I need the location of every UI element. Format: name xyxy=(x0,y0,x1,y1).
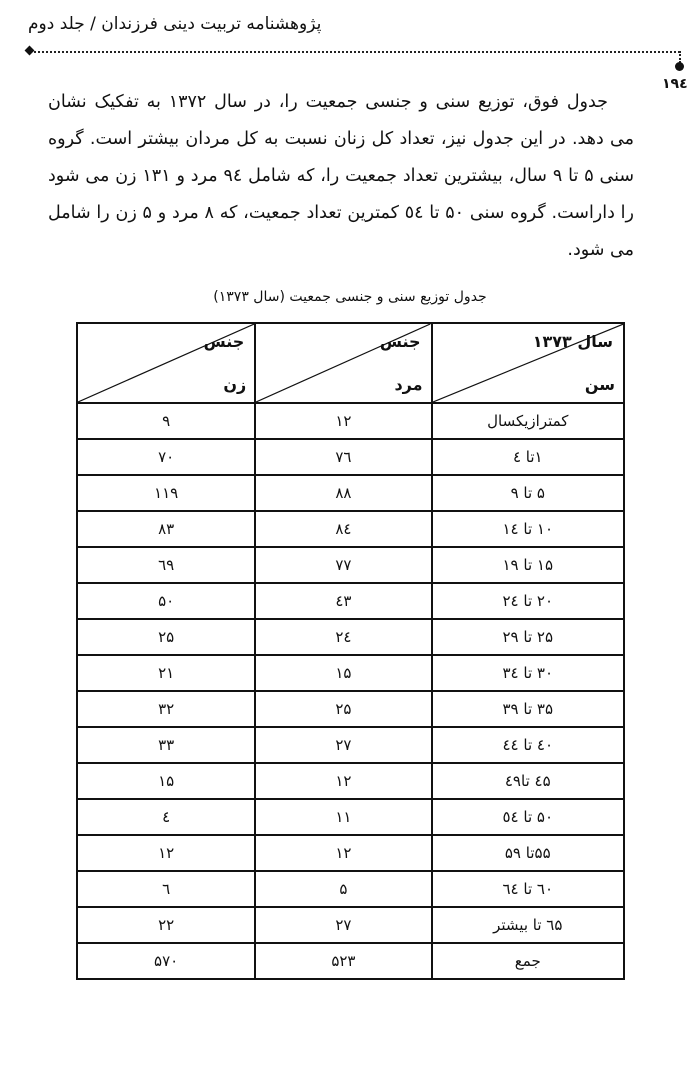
female-count-cell: ۹ xyxy=(77,403,255,439)
table-row xyxy=(77,583,624,619)
table-row xyxy=(77,511,624,547)
body-text xyxy=(48,84,634,269)
male-count-cell: ۵ xyxy=(255,871,431,907)
table-row xyxy=(77,799,624,835)
table-row xyxy=(77,547,624,583)
table-row xyxy=(77,835,624,871)
table-caption: جدول توزیع سنی و جنسی جمعیت (سال ۱۳۷۳) xyxy=(213,289,487,305)
male-count-cell: ۲۵ xyxy=(255,691,431,727)
header-male-top: جنس xyxy=(379,332,421,351)
header-cell-male xyxy=(255,323,431,403)
female-count-cell: ۲۵ xyxy=(77,619,255,655)
rule-dot-ornament xyxy=(675,62,684,71)
male-count-cell: ۸۸ xyxy=(255,475,431,511)
female-count-cell: ۲۱ xyxy=(77,655,255,691)
header-age-top: سال ۱۳۷۳ xyxy=(532,332,613,351)
age-cell: ۱۵ تا ۱۹ xyxy=(432,547,624,583)
header-cell-female xyxy=(77,323,255,403)
age-cell: ۱۰ تا ۱٤ xyxy=(432,511,624,547)
header-male-bottom: مرد xyxy=(394,375,423,394)
age-cell: ۲۰ تا ۲٤ xyxy=(432,583,624,619)
age-cell: ۵۵تا ۵۹ xyxy=(432,835,624,871)
population-table xyxy=(76,322,625,980)
female-count-cell: ۳۳ xyxy=(77,727,255,763)
female-count-cell: ۲۲ xyxy=(77,907,255,943)
male-count-cell: ۱۲ xyxy=(255,835,431,871)
age-cell: ٦۰ تا ٦٤ xyxy=(432,871,624,907)
female-count-cell: ۵۷۰ xyxy=(77,943,255,979)
table-header-row xyxy=(77,323,624,403)
table-total-row xyxy=(77,943,624,979)
header-female-bottom: زن xyxy=(223,375,247,394)
female-count-cell: ٤ xyxy=(77,799,255,835)
male-count-cell: ۷٦ xyxy=(255,439,431,475)
age-cell: ٤۰ تا ٤٤ xyxy=(432,727,624,763)
age-cell: ۵ تا ۹ xyxy=(432,475,624,511)
age-cell: ۲۵ تا ۲۹ xyxy=(432,619,624,655)
age-cell: ۳۵ تا ۳۹ xyxy=(432,691,624,727)
header-female-top: جنس xyxy=(203,332,245,351)
female-count-cell: ۱۲ xyxy=(77,835,255,871)
male-count-cell: ۸٤ xyxy=(255,511,431,547)
male-count-cell: ۱۱ xyxy=(255,799,431,835)
table-row xyxy=(77,475,624,511)
header-cell-age xyxy=(432,323,624,403)
female-count-cell: ۱۵ xyxy=(77,763,255,799)
table-row xyxy=(77,655,624,691)
table-row xyxy=(77,403,624,439)
male-count-cell: ٤۳ xyxy=(255,583,431,619)
male-count-cell: ۱۲ xyxy=(255,403,431,439)
male-count-cell: ۲۷ xyxy=(255,907,431,943)
male-count-cell: ۱۲ xyxy=(255,763,431,799)
male-count-cell: ۱۵ xyxy=(255,655,431,691)
female-count-cell: ۷۰ xyxy=(77,439,255,475)
female-count-cell: ٦۹ xyxy=(77,547,255,583)
male-count-cell: ۲٤ xyxy=(255,619,431,655)
female-count-cell: ٦ xyxy=(77,871,255,907)
table-row xyxy=(77,619,624,655)
female-count-cell: ۵۰ xyxy=(77,583,255,619)
running-head: پژوهشنامه تربیت دینی فرزندان / جلد دوم xyxy=(28,14,322,34)
age-cell: ۵۰ تا ٥٤ xyxy=(432,799,624,835)
male-count-cell: ۵۲۳ xyxy=(255,943,431,979)
age-cell: ٦۵ تا بیشتر xyxy=(432,907,624,943)
table-row xyxy=(77,691,624,727)
table-row xyxy=(77,871,624,907)
table-row xyxy=(77,727,624,763)
age-cell: ٤۵ تا٤۹ xyxy=(432,763,624,799)
age-cell: کمترازیکسال xyxy=(432,403,624,439)
age-cell: جمع xyxy=(432,943,624,979)
female-count-cell: ۱۱۹ xyxy=(77,475,255,511)
age-cell: ۱تا ٤ xyxy=(432,439,624,475)
table-row xyxy=(77,907,624,943)
male-count-cell: ۷۷ xyxy=(255,547,431,583)
header-age-bottom: سن xyxy=(584,375,615,394)
rule-diamond-ornament xyxy=(25,46,35,56)
header-rule xyxy=(30,51,680,53)
female-count-cell: ۸۳ xyxy=(77,511,255,547)
page-number: ۱۹٤ xyxy=(662,76,688,92)
age-cell: ۳۰ تا ۳٤ xyxy=(432,655,624,691)
paragraph: جدول فوق، توزیع سنی و جنسی جمعیت را، در سال ۱۳۷۲ به تفکیک نشان می دهد. در این جدول نیز، تعداد کل زنان نسبت به کل مردان بیشتر است. گروه سنی ۵ تا ۹ سال، بیشترین تعداد جمعیت را، که شامل ۹٤ مرد و ۱۳۱ زن می شود را داراست. گروه سنی ۵۰ تا ٥٤ کمترین تعداد جمعیت، که ۸ مرد و ۵ زن را شامل می شود. xyxy=(48,92,635,260)
male-count-cell: ۲۷ xyxy=(255,727,431,763)
table-row xyxy=(77,763,624,799)
table-row xyxy=(77,439,624,475)
female-count-cell: ۳۲ xyxy=(77,691,255,727)
